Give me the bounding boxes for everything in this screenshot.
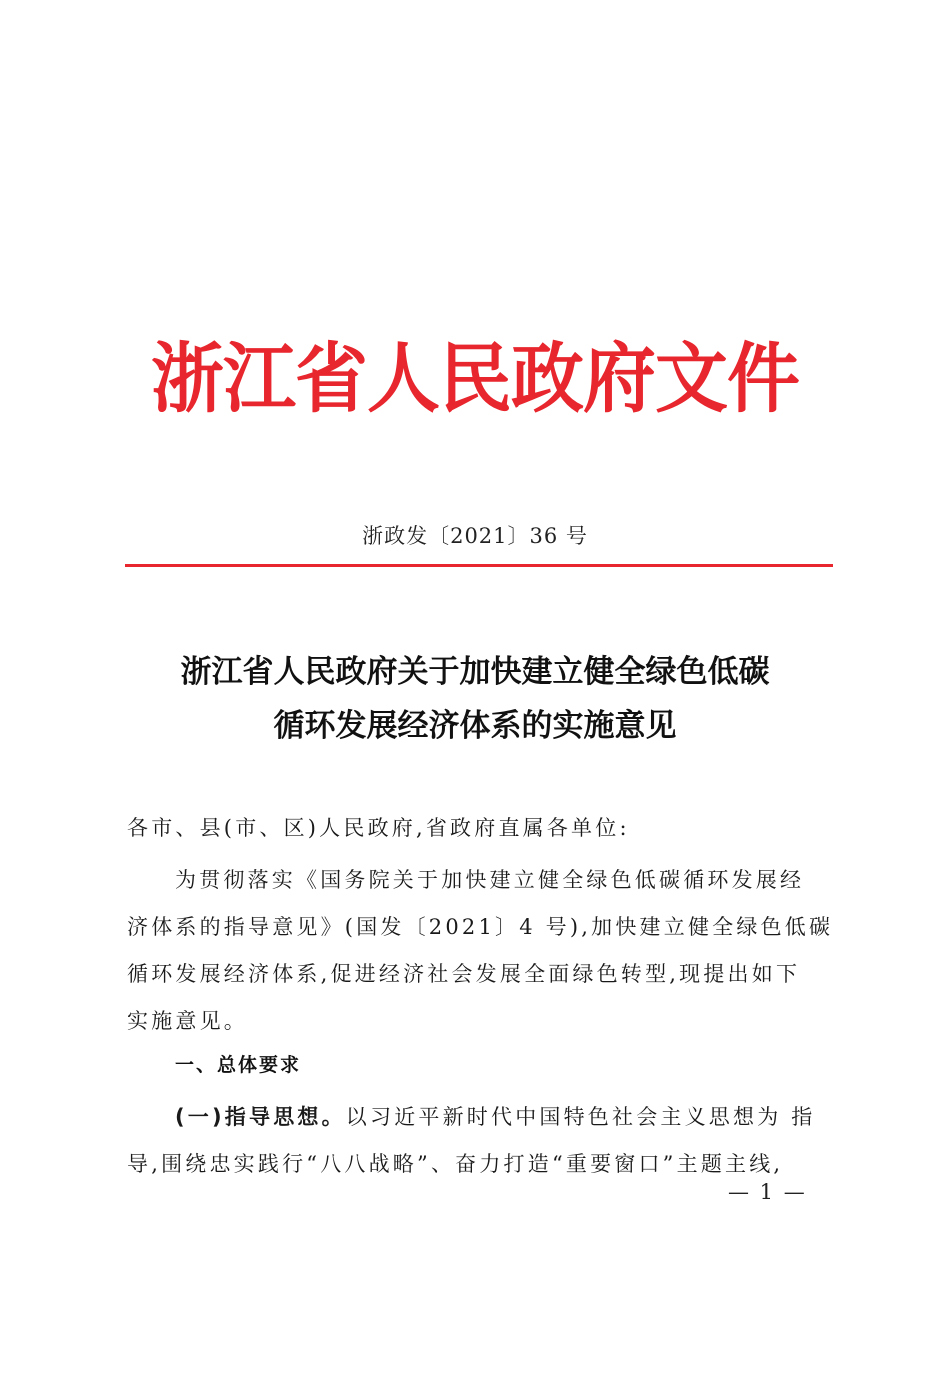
intro-line: 循环发展经济体系,促进经济社会发展全面绿色转型,现提出如下 bbox=[127, 962, 801, 986]
intro-line: 实施意见。 bbox=[127, 1009, 248, 1033]
page-number: — 1 — bbox=[728, 1180, 807, 1204]
guiding-line-1 bbox=[127, 1105, 781, 1129]
guiding-text: 以习近平新时代中国特色社会主义思想为 bbox=[345, 1105, 782, 1129]
intro-paragraph bbox=[127, 857, 834, 1045]
red-separator-line bbox=[125, 564, 833, 567]
title-line-1: 浙江省人民政府关于加快建立健全绿色低碳 bbox=[180, 654, 770, 690]
title-line-2: 循环发展经济体系的实施意见 bbox=[273, 708, 677, 744]
section-heading: 一、总体要求 bbox=[175, 1054, 302, 1076]
guiding-paragraph bbox=[127, 1094, 827, 1188]
guiding-label: (一)指导思想。 bbox=[175, 1105, 346, 1129]
document-number: 浙政发〔2021〕36 号 bbox=[362, 524, 588, 548]
masthead-title: 浙江省人民政府文件 bbox=[151, 334, 799, 423]
salutation: 各市、县(市、区)人民政府,省政府直属各单位: bbox=[127, 816, 630, 840]
guiding-line-2: 指导,围绕忠实践行“八八战略”、奋力打造“重要窗口”主题主线, bbox=[127, 1105, 816, 1176]
document-title bbox=[0, 645, 950, 753]
intro-line: 为贯彻落实《国务院关于加快建立健全绿色低碳循环发展经 bbox=[175, 868, 805, 892]
intro-line: 济体系的指导意见》(国发〔2021〕4 号),加快建立健全绿色低碳 bbox=[127, 915, 834, 939]
